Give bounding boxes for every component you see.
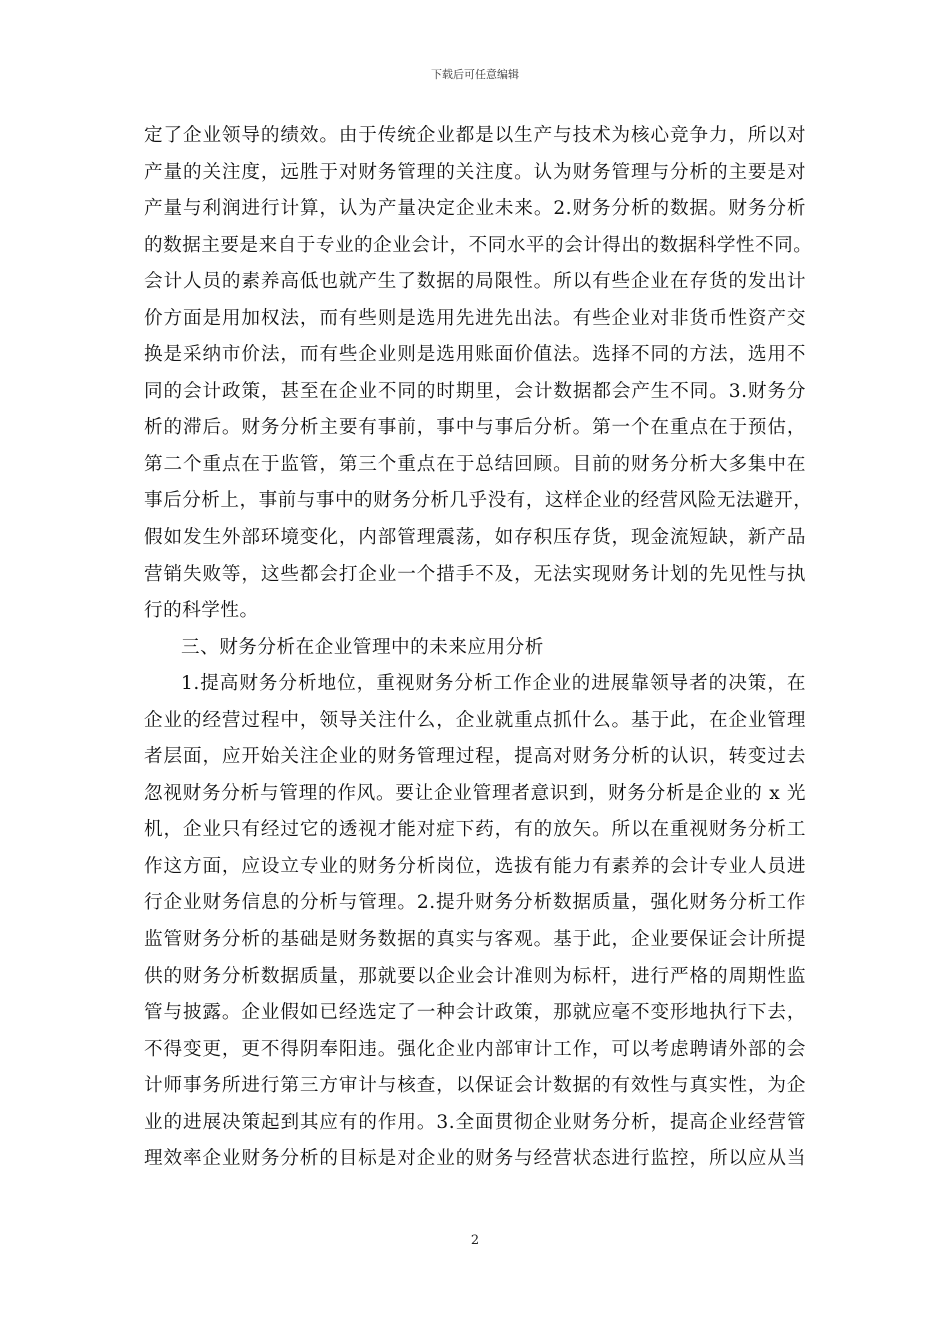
page-number: 2	[470, 1233, 480, 1248]
text-line: 析的滞后。财务分析主要有事前，事中与事后分析。第一个在重点在于预估，	[144, 417, 806, 439]
page-header: 下载后可任意编辑	[431, 68, 519, 81]
text-line: 忽视财务分析与管理的作风。要让企业管理者意识到，财务分析是企业的 x 光	[144, 782, 806, 804]
text-line: 假如发生外部环境变化，内部管理震荡，如存积压存货，现金流短缺，新产品	[144, 527, 806, 549]
text-line: 营销失败等，这些都会打企业一个措手不及，无法实现财务计划的先见性与执	[144, 563, 806, 585]
text-line: 产量的关注度，远胜于对财务管理的关注度。认为财务管理与分析的主要是对	[144, 161, 806, 183]
text-line: 作这方面，应设立专业的财务分析岗位，选拔有能力有素养的会计专业人员进	[144, 855, 806, 877]
text-line: 不得变更，更不得阴奉阳违。强化企业内部审计工作，可以考虑聘请外部的会	[144, 1038, 806, 1060]
text-line: 事后分析上，事前与事中的财务分析几乎没有，这样企业的经营风险无法避开，	[144, 490, 813, 512]
text-line: 供的财务分析数据质量，那就要以企业会计准则为标杆，进行严格的周期性监	[144, 965, 806, 987]
text-line: 计师事务所进行第三方审计与核查，以保证会计数据的有效性与真实性，为企	[144, 1075, 806, 1097]
text-line: 第二个重点在于监管，第三个重点在于总结回顾。目前的财务分析大多集中在	[144, 453, 806, 475]
document-body	[144, 118, 813, 1178]
text-line: 换是采纳市价法，而有些企业则是选用账面价值法。选择不同的方法，选用不	[144, 344, 806, 366]
text-line: 定了企业领导的绩效。由于传统企业都是以生产与技术为核心竞争力，所以对	[144, 125, 806, 146]
text-line: 管与披露。企业假如已经选定了一种会计政策，那就应毫不变形地执行下去，	[144, 1002, 806, 1024]
text-line: 行的科学性。	[144, 600, 259, 622]
text-line: 机，企业只有经过它的透视才能对症下药，有的放矢。所以在重视财务分析工	[144, 819, 806, 841]
text-line: 监管财务分析的基础是财务数据的真实与客观。基于此，企业要保证会计所提	[144, 929, 806, 951]
text-line: 企业的经营过程中，领导关注什么，企业就重点抓什么。基于此，在企业管理	[144, 709, 806, 731]
section-heading: 三、财务分析在企业管理中的未来应用分析	[181, 636, 544, 658]
text-line: 产量与利润进行计算，认为产量决定企业未来。2.财务分析的数据。财务分析	[144, 198, 806, 220]
text-line: 理效率企业财务分析的目标是对企业的财务与经营状态进行监控，所以应从当	[144, 1148, 806, 1170]
text-line: 价方面是用加权法，而有些则是选用先进先出法。有些企业对非货币性资产交	[144, 307, 806, 329]
text-line: 者层面，应开始关注企业的财务管理过程，提高对财务分析的认识，转变过去	[144, 746, 806, 768]
text-line: 会计人员的素养高低也就产生了数据的局限性。所以有些企业在存货的发出计	[144, 271, 806, 293]
text-line: 业的进展决策起到其应有的作用。3.全面贯彻企业财务分析，提高企业经营管	[144, 1111, 806, 1133]
text-line: 行企业财务信息的分析与管理。2.提升财务分析数据质量，强化财务分析工作	[144, 892, 806, 914]
text-line: 的数据主要是来自于专业的企业会计，不同水平的会计得出的数据科学性不同。	[144, 234, 813, 256]
text-line: 1.提高财务分析地位，重视财务分析工作企业的进展靠领导者的决策，在	[181, 673, 806, 695]
text-line: 同的会计政策，甚至在企业不同的时期里，会计数据都会产生不同。3.财务分	[144, 380, 806, 402]
